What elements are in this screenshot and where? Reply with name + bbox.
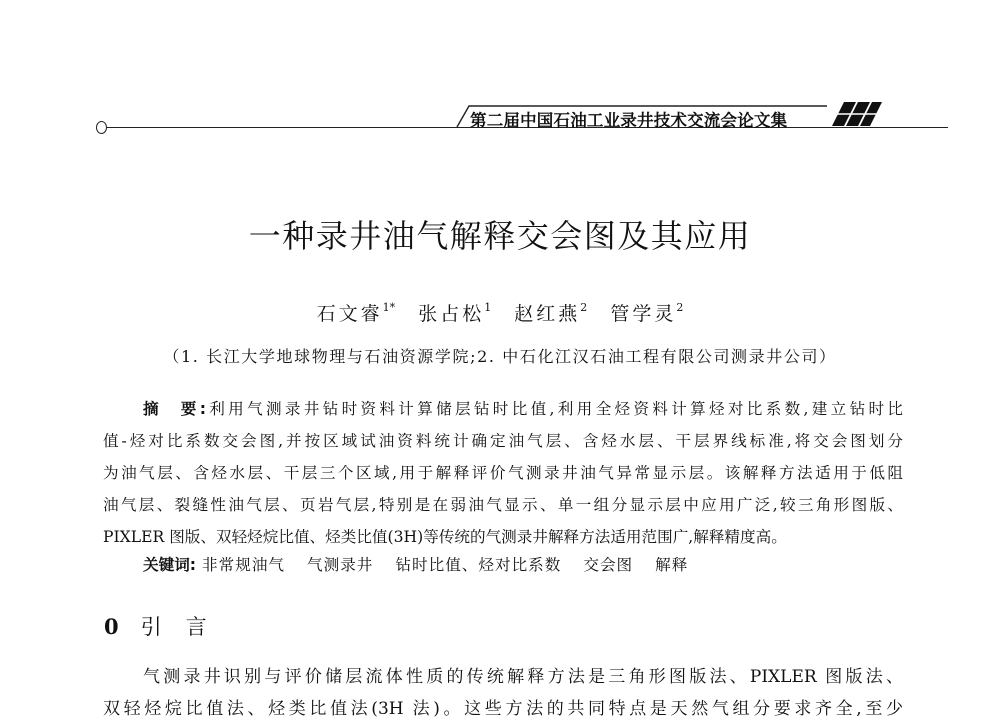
abstract: [103, 393, 903, 553]
abstract-line: 摘 要:利用气测录井钻时资料计算储层钻时比值,利用全烃资料计算烃对比系数,建立钻时比: [143, 400, 903, 418]
body-line: 气测录井识别与评价储层流体性质的传统解释方法是三角形图版法、PIXLER 图版法、: [143, 667, 903, 687]
author: 管学灵$^2$: [610, 301, 684, 325]
intro-paragraph: [103, 661, 903, 719]
author-affiliation-mark: 2: [580, 301, 588, 314]
author-list: [0, 299, 1000, 326]
keywords: [143, 553, 943, 575]
keyword: 气测录井: [307, 556, 374, 574]
section-number: 0: [104, 614, 119, 639]
author-affiliation-mark: 2: [676, 301, 684, 314]
header-rule-end-circle: [96, 121, 107, 134]
proceedings-title: 第二届中国石油工业录井技术交流会论文集: [470, 111, 788, 130]
author-affiliation-mark: 1*: [382, 301, 396, 314]
section-title: 引言: [140, 615, 231, 639]
author-affiliation-mark: 1: [484, 301, 492, 314]
author: 石文睿$^{1*}$: [316, 301, 396, 325]
keyword: 钻时比值、烃对比系数: [395, 556, 562, 574]
keyword: 非常规油气: [202, 556, 286, 574]
abstract-line: 油气层、裂缝性油气层、页岩气层,特别是在弱油气显示、单一组分显示层中应用广泛,较三角形图版、: [103, 496, 903, 514]
abstract-line: 为油气层、含烃水层、干层三个区域,用于解释评价气测录井油气异常显示层。该解释方法适用于低阻: [103, 464, 903, 482]
keyword: 解释: [655, 556, 689, 574]
affiliations: （1. 长江大学地球物理与石油资源学院;2. 中石化江汉石油工程有限公司测录井公司）: [163, 347, 837, 366]
section-heading: [104, 611, 231, 641]
keyword: 交会图: [583, 556, 634, 574]
keywords-label: 关键词:: [143, 556, 197, 574]
proceedings-logo-icon: [828, 101, 886, 127]
abstract-line: 值-烃对比系数交会图,并按区域试油资料统计确定油气层、含烃水层、干层界线标准,将交会图划分: [103, 432, 903, 450]
abstract-line: PIXLER 图版、双轻烃烷比值、烃类比值(3H)等传统的气测录井解释方法适用范围广,解释精度高。: [103, 528, 787, 546]
body-line: 双轻烃烷比值法、烃类比值法(3H 法)。这些方法的共同特点是天然气组分要求齐全,至少: [103, 699, 903, 719]
abstract-label: 摘 要:: [143, 400, 206, 418]
author: 赵红燕$^2$: [514, 301, 588, 325]
author: 张占松$^1$: [418, 301, 492, 325]
paper-title: 一种录井油气解释交会图及其应用: [248, 217, 752, 255]
